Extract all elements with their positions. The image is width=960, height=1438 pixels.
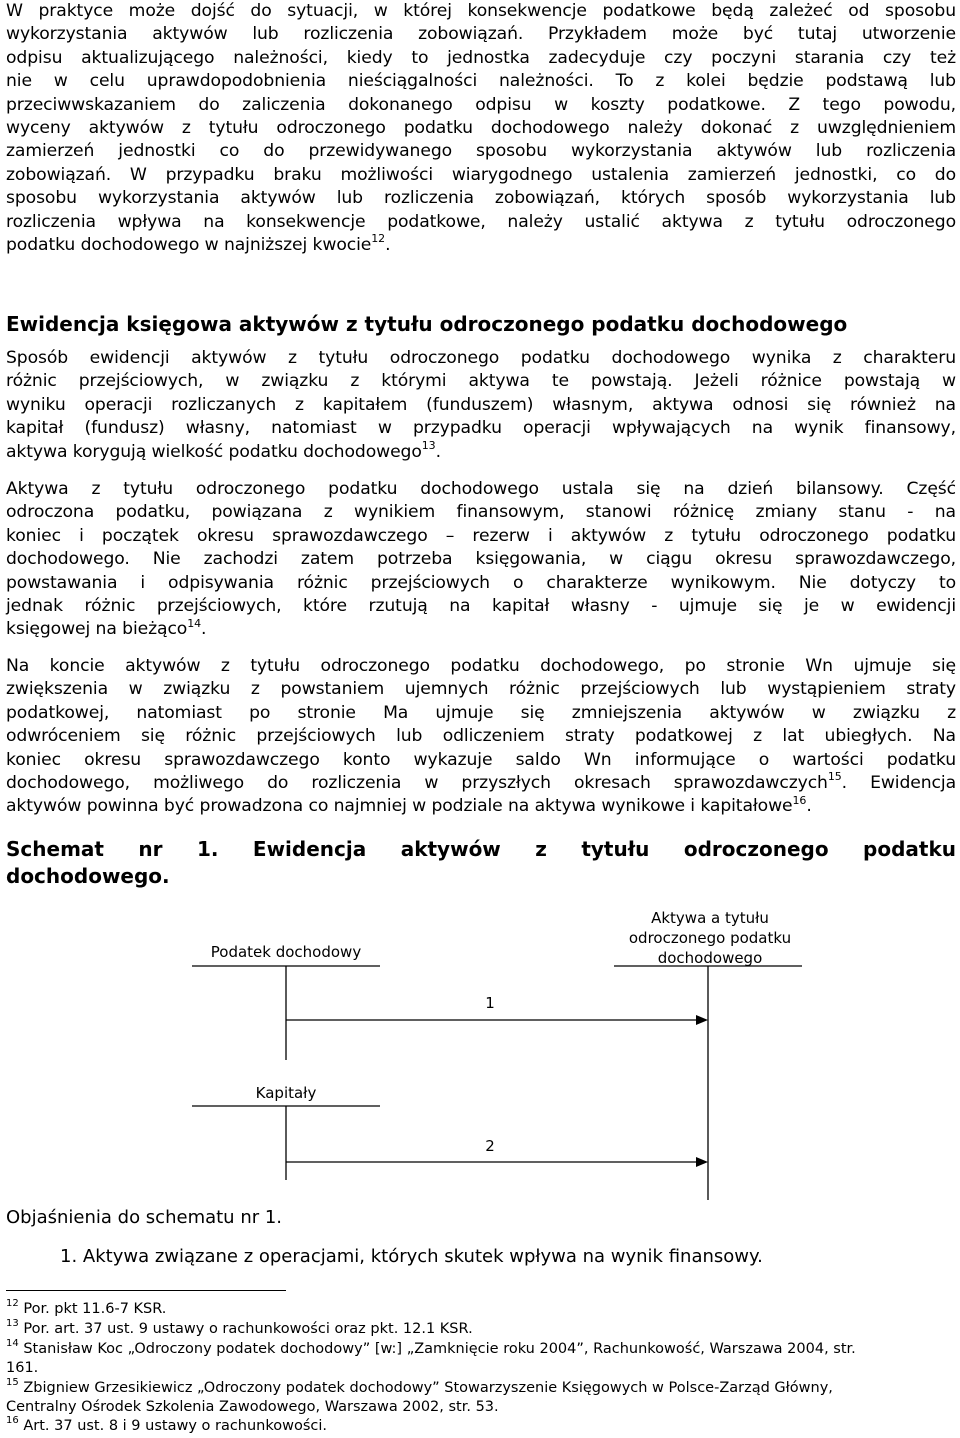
text-line: odwróceniem się różnic przejściowych lub odliczeniem straty podatkowej z lat ubiegłych. Na [6,726,956,747]
text-line: powstawania i odpisywania różnic przejściowych o charakterze wynikowym. Nie dotyczy to [6,572,956,593]
schema-title: Schemat nr 1. Ewidencja aktywów z tytułu odroczonego podatku dochodowego. [6,837,956,888]
entry-1-arrowhead [696,1015,708,1025]
tax-account-label: Podatek dochodowy [210,943,362,961]
footnote-14: $^{14}$ Stanisław Koc „Odroczony podatek dochodowy” [w:] „Zamknięcie roku 2004”, Rachunkowość, Warszawa 2004, str. 161. [6,1338,856,1376]
text-line: odpisu aktualizującego należności, kiedy to jednostka zadecyduje czy poczyni starania czy też [6,47,956,68]
paragraph-account-sides [6,655,956,819]
text-line: zobowiązań. W przypadku braku możliwości wiarygodnego ustalenia zamierzeń jednostki, co do [6,164,956,185]
text-line: W praktyce może dojść do sytuacji, w której konsekwencje podatkowe będą zależeć od sposobu [6,1,956,21]
footnote-12: $^{12}$ Por. pkt 11.6-7 KSR. [6,1298,167,1317]
text-line: Sposób ewidencji aktywów z tytułu odroczonego podatku dochodowego wynika z charakteru [6,348,956,368]
footnote-16: $^{16}$ Art. 37 ust. 8 i 9 ustawy o rachunkowości. [6,1415,328,1434]
assets-account-label: Aktywa a tytułu odroczonego podatku dochodowego [628,909,792,967]
footnote-13: $^{13}$ Por. art. 37 ust. 9 ustawy o rachunkowości oraz pkt. 12.1 KSR. [6,1318,473,1337]
footnote-number: 13 [6,1318,19,1330]
entry-2-arrowhead [696,1157,708,1167]
text-line: odroczona podatku, powiązana z wynikiem finansowym, stanowi różnicę zmiany stanu - na [6,502,956,523]
footnote-number: 12 [6,1298,19,1310]
section-heading: Ewidencja księgowa aktywów z tytułu odroczonego podatku dochodowego [6,312,848,336]
text-line: wyceny aktywów z tytułu odroczonego podatku dochodowego należy dokonać z uwzględnieniem [6,118,956,139]
footnote-ref: 14 [187,616,202,630]
capital-account-label: Kapitały [255,1084,317,1102]
footnote-ref: 16 [792,793,807,807]
text-line: nie w celu uprawdopodobnienia nieściągalności należności. To z kolei będzie podstawą lub [6,71,956,92]
footnote-ref: 12 [371,232,386,246]
text-line: wykorzystania aktywów lub rozliczenia zobowiązań. Przykładem może być tutaj utworzenie [6,24,956,45]
text-line: koniec okresu sprawozdawczego konto wykazuje saldo Wn informujące o wartości podatku [6,749,956,770]
footnote-number: 16 [6,1415,19,1427]
text-line: Na koncie aktywów z tytułu odroczonego podatku dochodowego, po stronie Wn ujmuje się [6,656,956,676]
text-line: podatkowej, natomiast po stronie Ma ujmuje się zmniejszenia aktywów w związku z [6,702,956,723]
footnote-ref: 15 [827,770,842,784]
intro-paragraph [6,0,956,257]
footnote-number: 15 [6,1377,19,1389]
footnote-ref: 13 [421,438,436,452]
entry-2-label: 2 [485,1137,495,1155]
explanations-title: Objaśnienia do schematu nr 1. [6,1207,283,1228]
text-line: jednak różnic przejściowych, które rzutują na kapitał własny - ujmuje się je w ewidencji [6,596,956,617]
footnote-15: $^{15}$ Zbigniew Grzesikiewicz „Odroczony podatek dochodowy” Stowarzyszenie Księgowych w Polsce-Zarząd Główny, Centralny Ośrodek Szkolenia Zawodowego, Warszawa 2002, str. 53. [6,1377,833,1415]
text-line: sposobu wykorzystania aktywów lub rozliczenia zobowiązań, których sposób wykorzystania lub [6,188,956,209]
text-line-last: podatku dochodowego w najniższej kwocie$^{12}$. [6,232,391,256]
text-line: różnic przejściowych, w związku z którymi aktywa te powstają. Jeżeli różnice powstają w [6,371,956,392]
footnote-separator [6,1290,286,1291]
entry-1-label: 1 [485,994,495,1012]
text-line: dochodowego. Nie zachodzi zatem potrzeba księgowania, w ciągu okresu sprawozdawczego, [6,549,956,570]
footnote-number: 14 [6,1338,19,1350]
text-line: koniec i początek okresu sprawozdawczego – rezerw i aktywów z tytułu odroczonego podatku [6,525,956,546]
paragraph-balance-date [6,478,956,642]
text-line: kapitał (fundusz) własny, natomiast w przypadku operacji wpływających na wynik finansowy, [6,418,956,439]
text-line-last: księgowej na bieżąco$^{14}$. [6,616,207,640]
text-line: dochodowego, możliwego do rozliczenia w przyszłych okresach sprawozdawczych$^{15}$. Ewidencja [6,770,956,794]
text-line-last: aktywa korygują wielkość podatku dochodowego$^{13}$. [6,438,441,462]
paragraph-evidence-method [6,347,956,464]
text-line: zwiększenia w związku z powstaniem ujemnych różnic przejściowych lub wystąpieniem straty [6,679,956,700]
text-line: przeciwwskazaniem do zaliczenia dokonanego odpisu w koszty podatkowe. Z tego powodu, [6,94,956,115]
text-line: Aktywa z tytułu odroczonego podatku dochodowego ustala się na dzień bilansowy. Część [6,479,956,499]
text-line: rozliczenia wpływa na konsekwencje podatkowe, należy ustalić aktywa z tytułu odroczonego [6,211,956,232]
text-line: zamierzeń jednostki co do przewidywanego sposobu wykorzystania aktywów lub rozliczenia [6,141,956,162]
text-line-last: aktywów powinna być prowadzona co najmniej w podziale na aktywa wynikowe i kapitałowe$^{16}$. [6,793,812,817]
explanation-item: 1. Aktywa związane z operacjami, których skutek wpływa na wynik finansowy. [60,1246,763,1267]
text-line: wyniku operacji rozliczanych z kapitałem (funduszem) własnym, aktywa odnosi się również na [6,394,956,415]
